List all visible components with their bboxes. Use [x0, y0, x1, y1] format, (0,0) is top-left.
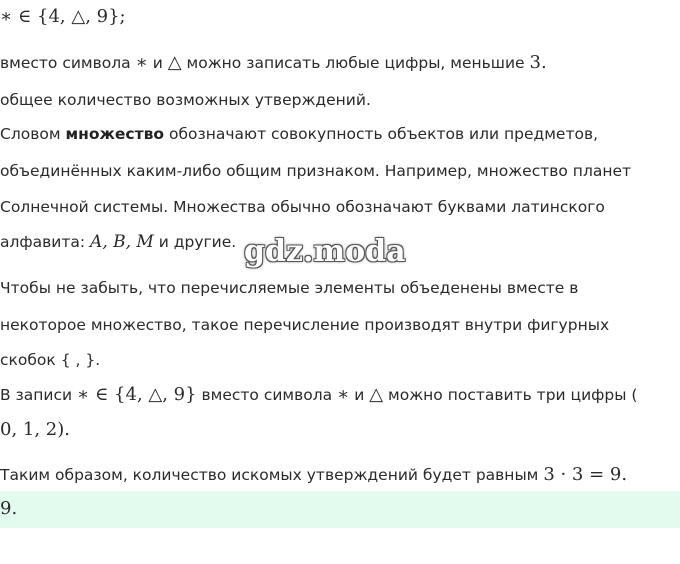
text-line-count: общее количество возможных утверждений.: [0, 91, 371, 109]
record-line-2: 0, 1, 2).: [0, 419, 70, 440]
watermark-logo: gdz.moda: [244, 234, 406, 269]
record-formula: ∗ ∈ {4, △, 9}: [77, 384, 197, 405]
result-formula: 3 · 3 = 9.: [543, 464, 628, 485]
definition-line-4: алфавита: A, B, M и другие.: [0, 232, 237, 252]
answer-box: [0, 491, 680, 528]
set-formula: ∗ ∈ {4, △, 9};: [0, 6, 126, 27]
formula-line: [0, 6, 126, 28]
brackets-line-3: скобок { , }.: [0, 351, 101, 369]
brackets-line-2: некоторое множество, такое перечисление производят внутри фигурных: [0, 316, 610, 334]
definition-line-3: Солнечной системы. Множества обычно обозначают буквами латинского: [0, 198, 605, 216]
record-line-1: В записи ∗ ∈ {4, △, 9} вместо символа ∗ и △ можно поставить три цифры (: [0, 384, 638, 405]
term-bold: множество: [65, 125, 165, 143]
answer-value: 9.: [0, 498, 18, 519]
text-line-digits: вместо символа ∗ и △ можно записать любые цифры, меньшие 3.: [0, 52, 547, 73]
conclusion-line: Таким образом, количество искомых утверждений будет равным 3 · 3 = 9.: [0, 464, 628, 485]
definition-line-1: Словом множество обозначают совокупность объектов или предметов,: [0, 125, 599, 143]
brackets-line-1: Чтобы не забыть, что перечисляемые элементы объеденены вместе в: [0, 279, 579, 297]
definition-line-2: объединённых каким-либо общим признаком. Например, множество планет: [0, 162, 632, 180]
